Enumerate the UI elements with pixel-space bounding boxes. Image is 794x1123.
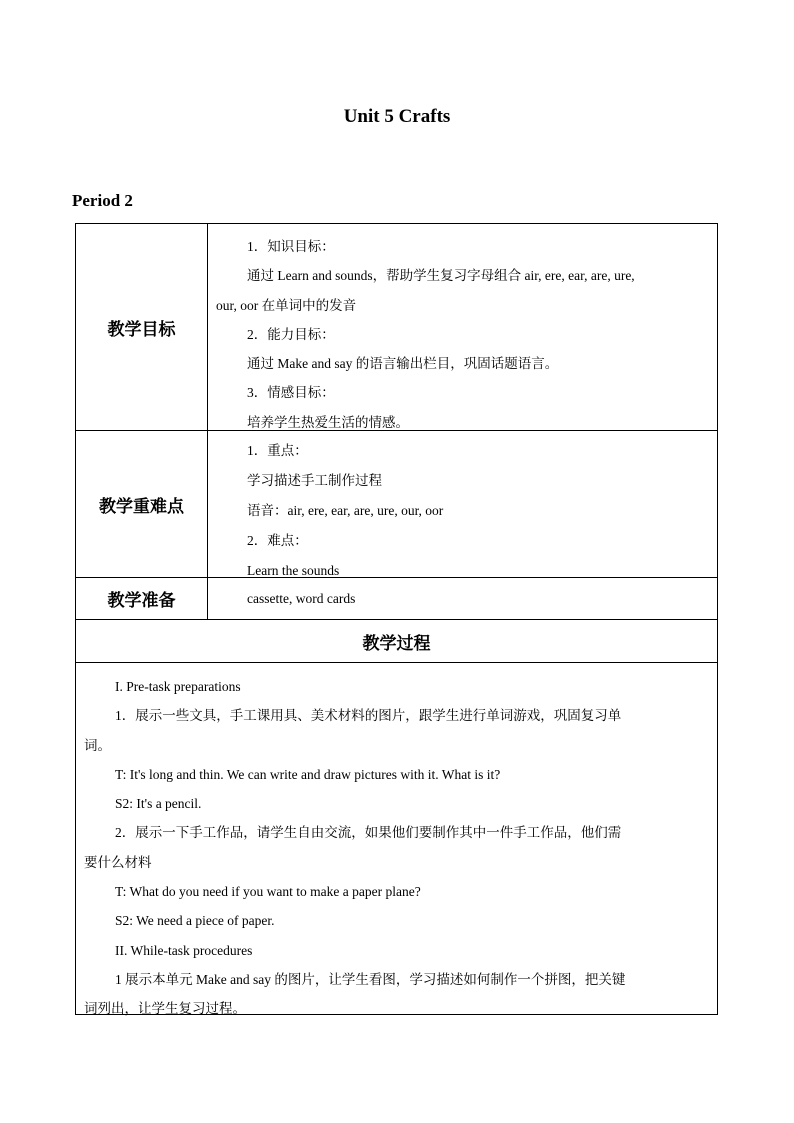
key-points-line: Learn the sounds bbox=[247, 563, 340, 578]
key-points-line: 2．难点： bbox=[247, 533, 308, 548]
process-line: T: What do you need if you want to make a paper plane? bbox=[115, 884, 421, 900]
period-heading: Period 2 bbox=[72, 191, 133, 210]
process-row bbox=[76, 663, 717, 1017]
objectives-line: our, oor 在单词中的发音 bbox=[216, 297, 357, 313]
preparation-label: 教学准备 bbox=[76, 578, 208, 619]
key-points-line: 1．重点： bbox=[247, 443, 308, 458]
process-line: S2: We need a piece of paper. bbox=[115, 913, 275, 929]
objectives-line: 3．情感目标： bbox=[247, 385, 335, 401]
key-points-content bbox=[208, 431, 717, 577]
objectives-content bbox=[208, 224, 717, 430]
objectives-line: 通过 Learn and sounds，帮助学生复习字母组合 air, ere, ear, are, ure, bbox=[247, 268, 635, 284]
key-points-line: 语音：air, ere, ear, are, ure, our, oor bbox=[247, 503, 444, 518]
process-line: 词列出，让学生复习过程。 bbox=[84, 1001, 246, 1017]
process-content bbox=[76, 663, 717, 1017]
process-line: 1．展示一些文具，手工课用具、美术材料的图片，跟学生进行单词游戏，巩固复习单 bbox=[115, 708, 622, 724]
key-points-line: 学习描述手工制作过程 bbox=[247, 473, 382, 488]
objectives-line: 2．能力目标： bbox=[247, 326, 335, 342]
key-points-label: 教学重难点 bbox=[76, 431, 208, 577]
preparation-row bbox=[76, 578, 717, 620]
objectives-line: 通过 Make and say 的语言输出栏目，巩固话题语言。 bbox=[247, 356, 559, 372]
key-points-row bbox=[76, 431, 717, 578]
objectives-line: 培养学生热爱生活的情感。 bbox=[247, 414, 409, 430]
process-line: T: It's long and thin. We can write and draw pictures with it. What is it? bbox=[115, 766, 501, 782]
process-line: I. Pre-task preparations bbox=[115, 679, 241, 694]
objectives-line: 1．知识目标： bbox=[247, 239, 335, 254]
document-title: Unit 5 Crafts bbox=[343, 106, 451, 127]
preparation-text: cassette, word cards bbox=[247, 591, 356, 606]
process-line: 2．展示一下手工作品，请学生自由交流，如果他们要制作其中一件手工作品，他们需 bbox=[115, 825, 622, 841]
process-line: II. While-task procedures bbox=[115, 942, 253, 958]
preparation-content bbox=[208, 578, 717, 619]
process-header: 教学过程 bbox=[76, 620, 717, 663]
lesson-plan-table bbox=[75, 223, 718, 1015]
process-line: S2: It's a pencil. bbox=[115, 796, 202, 812]
objectives-label: 教学目标 bbox=[76, 224, 208, 430]
process-line: 词。 bbox=[84, 737, 111, 753]
objectives-row bbox=[76, 224, 717, 431]
process-line: 1 展示本单元 Make and say 的图片，让学生看图，学习描述如何制作一个拼图，把关键 bbox=[115, 971, 626, 987]
process-line: 要什么材料 bbox=[84, 854, 152, 870]
